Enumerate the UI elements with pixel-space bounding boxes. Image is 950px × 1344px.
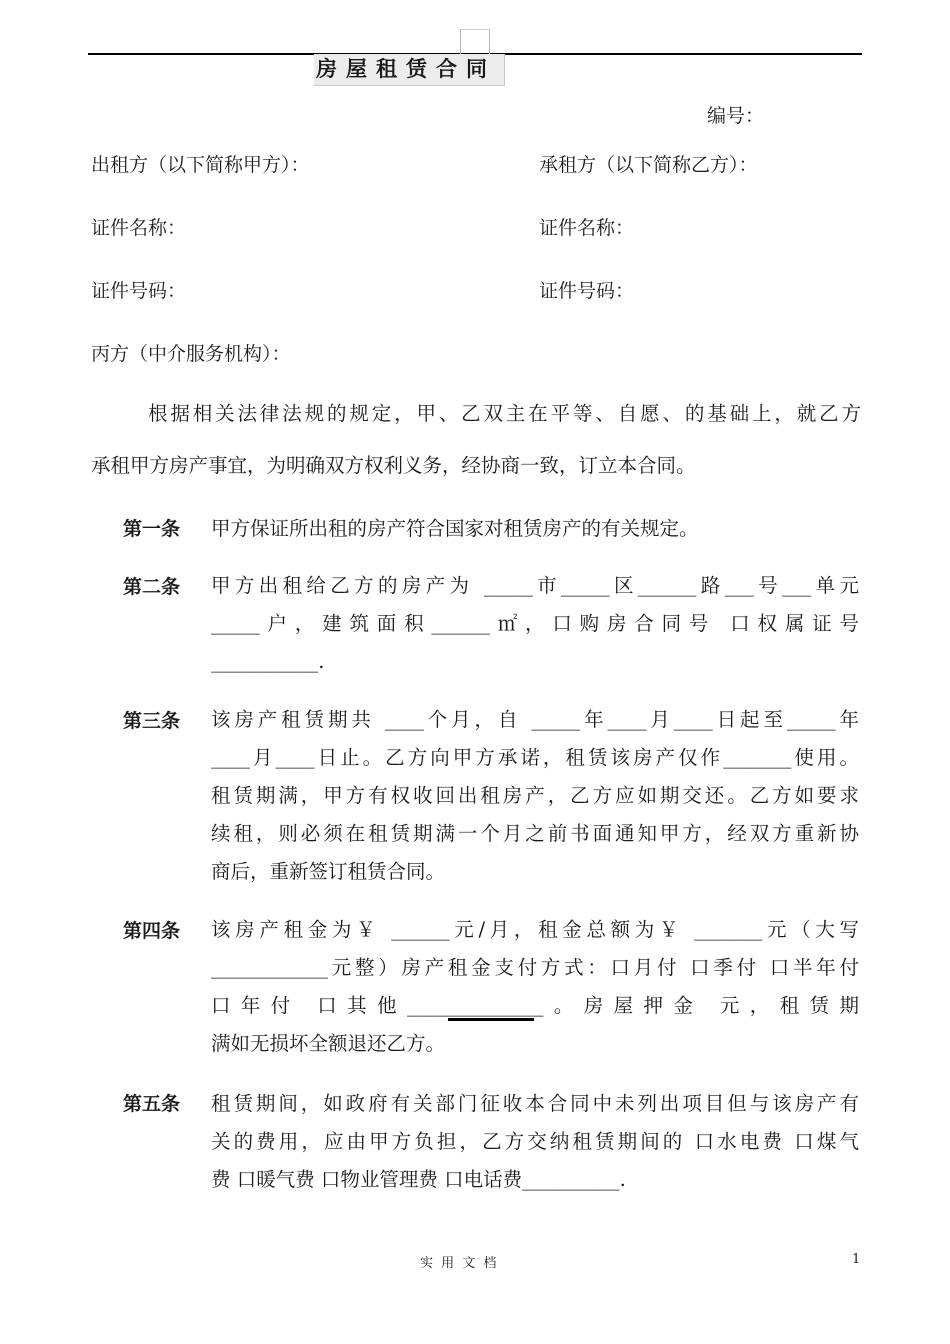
article-1-label: 第一条 [123,518,181,540]
article-1-body [211,510,859,548]
article-line: 甲方保证所出租的房产符合国家对租赁房产的有关规定。 [211,517,699,540]
intro-line: 根据相关法律法规的规定，甲、乙双主在平等、自愿、的基础上，就乙方 [148,402,861,425]
article-line: ____________元整）房产租金支付方式：口月付 口季付 口半年付 [211,956,859,979]
article-line: 关的费用，应由甲方负担，乙方交纳租赁期间的 口水电费 口煤气 [211,1130,859,1153]
article-line: 该房产租金为￥ ______元/月，租金总额为￥ _______元（大写 [211,918,859,941]
article-line: ____月____日止。乙方向甲方承诺，租赁该房产仅作_______使用。 [211,746,859,769]
payment-other-underline [448,1018,534,1021]
article-line: 该房产租赁期共 ____个月，自 _____年____月____日起至_____年 [211,708,859,731]
footer-caption: 实 用 文 档 [420,1256,499,1271]
text-boundary-mark [460,29,490,57]
article-line: 费 口暖气费 口物业管理费 口电话费__________. [211,1168,626,1191]
intro-paragraph [91,388,861,492]
article-5-label: 第五条 [123,1093,181,1115]
article-line: _____户，建筑面积______㎡，口购房合同号 口权属证号 [211,612,859,635]
article-line: 租赁期满，甲方有权收回出租房产，乙方应如期交还。乙方如要求 [211,784,859,807]
article-2-label: 第二条 [123,576,181,598]
article-line: 租赁期间，如政府有关部门征收本合同中未列出项目但与该房产有 [211,1092,859,1115]
article-line: 满如无损坏全额退还乙方。 [211,1032,446,1055]
intro-line: 承租甲方房产事宜，为明确双方权利义务，经协商一致，订立本合同。 [91,454,696,477]
article-line: 续租，则必须在租赁期满一个月之前书面通知甲方，经双方重新协 [211,822,859,845]
article-4-label: 第四条 [123,920,181,942]
article-3-label: 第三条 [123,710,181,732]
serial-number-label: 编号： [707,105,765,127]
lessor-label: 出租方（以下简称甲方）： [91,154,310,176]
lessee-id-number-label: 证件号码： [539,280,635,302]
article-2-body [211,567,859,681]
agency-label: 丙方（中介服务机构）： [91,343,291,365]
article-4-body [211,911,859,1063]
lessor-id-number-label: 证件号码： [91,280,187,302]
page-number: 1 [852,1252,861,1267]
article-5-body [211,1085,859,1199]
article-line: ___________. [211,650,325,673]
article-line: 口年付 口其他______________。房屋押金 元，租赁期 [211,994,859,1017]
lessor-id-name-label: 证件名称： [91,217,187,239]
article-line: 商后，重新签订租赁合同。 [211,860,446,883]
document-title: 房屋租赁合同 [314,54,505,86]
article-line: 甲方出租给乙方的房产为 _____市_____区______路___号___单元 [211,574,859,597]
article-3-body [211,701,859,891]
lessee-label: 承租方（以下简称乙方）： [539,154,758,176]
lessee-id-name-label: 证件名称： [539,217,635,239]
